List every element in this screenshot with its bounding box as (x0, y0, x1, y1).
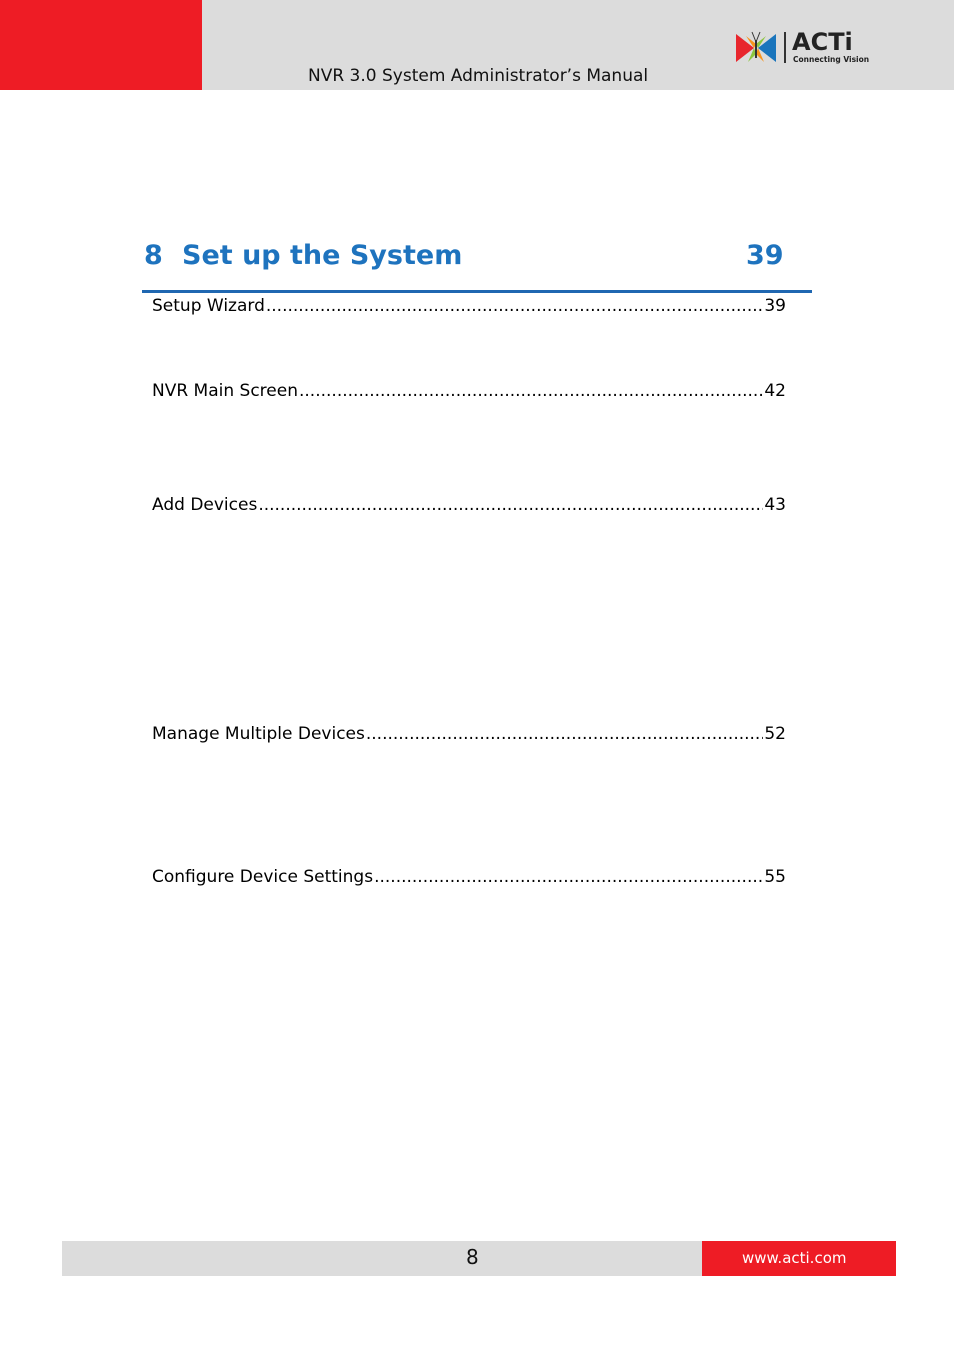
toc-entry-label: NVR Main Screen (152, 381, 298, 401)
toc-entry-nvr-main-screen[interactable] (152, 381, 786, 405)
toc-entry-add-devices[interactable] (152, 495, 786, 519)
toc-entry-page: 39 (764, 296, 786, 316)
toc-dot-leader (374, 867, 763, 887)
toc-dot-leader (366, 724, 764, 744)
manual-title: NVR 3.0 System Administrator’s Manual (308, 66, 649, 86)
toc-dot-leader (258, 495, 763, 515)
toc-entry-page: 55 (764, 867, 786, 887)
toc-entry-configure-device-settings[interactable] (152, 867, 786, 891)
logo-divider (784, 32, 786, 63)
toc-entry-page: 42 (764, 381, 786, 401)
header-red-block (0, 0, 202, 90)
toc-entry-label: Manage Multiple Devices (152, 724, 365, 744)
toc-entry-label: Configure Device Settings (152, 867, 374, 887)
toc-entry-page: 52 (764, 724, 786, 744)
toc-dot-leader (299, 381, 763, 401)
chapter-number: 8 (144, 240, 163, 271)
acti-butterfly-icon (734, 30, 778, 66)
footer-website-link[interactable]: www.acti.com (742, 1249, 847, 1267)
footer-bar (62, 1241, 702, 1276)
toc-entry-manage-multiple-devices[interactable] (152, 724, 786, 748)
toc-entry-label: Add Devices (152, 495, 258, 515)
toc-entry-setup-wizard[interactable] (152, 296, 786, 320)
toc-entry-page: 43 (764, 495, 786, 515)
chapter-heading[interactable] (142, 240, 812, 293)
toc-dot-leader (266, 296, 763, 316)
logo-tagline: Connecting Vision (793, 55, 870, 64)
acti-logo (734, 30, 874, 68)
toc-entry-label: Setup Wizard (152, 296, 265, 316)
logo-wordmark: ACTi (792, 28, 853, 56)
chapter-page-number: 39 (746, 240, 784, 271)
chapter-title: Set up the System (182, 240, 463, 271)
footer-page-number: 8 (466, 1245, 479, 1269)
